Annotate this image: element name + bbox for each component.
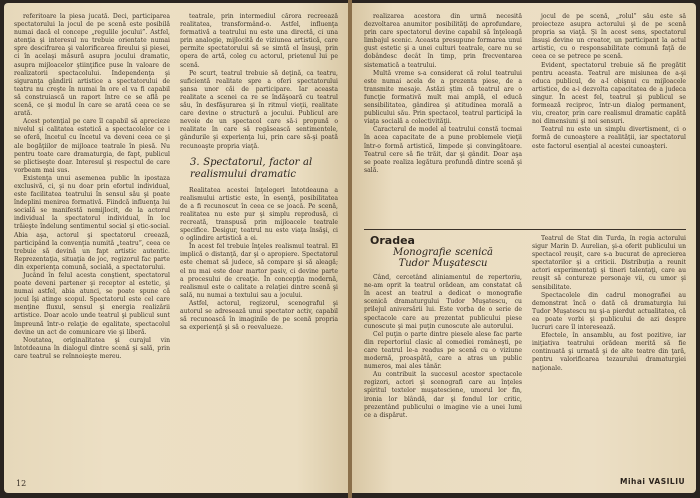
author-signature: Mihai VASILIU [620, 477, 686, 486]
paragraph: Jucând în felul acesta conştient, spectatorul poate deveni partener şi receptor al estetic, şi numai astfel, abia atunci, se poate spune că jocul îşi atinge scopul. Spectatorul este cel care menţine fluxul, sensul şi energia realizării artistice. Doar acolo unde teatrul şi publicul sunt împreună într-o relaţie de egalitate, spectacolul devine un act de comunicare vie şi liberă. [14, 272, 170, 336]
paragraph: Când, cercetând aliniamentul de repertoriu, ne-am oprit la teatrul orădean, am constatat că în acest an teatrul a dedicat o monografie scenică dramaturgului Tudor Muşatescu, cu prilejul aniversării lui. Este vorba de o serie de spectacole care au prezentat publicului piese cunoscute şi mai puţin cunoscute ale autorului. [364, 274, 522, 330]
paragraph: Cel puţin o parte dintre piesele alese fac parte din repertoriul clasic al comediei româneşti, pe care teatrul le-a readus pe scenă cu o viziune modernă, proaspătă, care a atras un public numeros, mai ales tânăr. [364, 330, 522, 371]
oradea-subtitle-line-2: Tudor Muşatescu [398, 258, 488, 270]
paragraph: Multă vreme s-a considerat că rolul teatrului este numai acela de a prezenta piese, de a transmite mesaje. Astăzi ştim că teatrul are o funcţie formativă mult mai amplă, el educă sensibilitatea, gândirea şi atitudinea morală a publicului său. Prin spectacol, teatrul participă la viaţa socială a colectivităţii. [364, 69, 522, 126]
paragraph: Au contribuit la succesul acestor spectacole regizori, actori şi scenografi care au înţeles spiritul textelor muşatesciene, umorul lor fin, ironia lor blândă, dar şi fondul lor critic, prezentând publicului o imagine vie a unei lumi ce a dispărut. [364, 371, 522, 419]
paragraph: referitoare la piesa jucată. Deci, participarea spectatorului la jocul de pe scenă este posibilă numai dacă el concepe „regulile jocului”. Astfel, atenţia şi interesul nu trebuie orientate numai spre descifrarea şi valorificarea fireului şi piesei, ci în acelaşi măsură asupra jocului dramatic, asupra mijloacelor ştiinţifice puse în valoare de realizatorii spectacolului. Independenţa şi siguranţa gândirii artistice a spectatorului de teatru nu creşte în numai în ore el va fi capabil să construiască un raport între ce se află pe scenă, ce şi modul în care se arată ceea ce se arată. [14, 13, 170, 118]
paragraph: Caracterul de model al teatrului constă tocmai în acea capacitate de a pune problemele vieţii într-o formă artistică, limpede şi convingătoare. Teatrul cere să fie trăit, dar şi gândit. Doar aşa se poate realiza legătura profundă dintre scenă şi sală. [364, 126, 522, 174]
paragraph: Spectacolele din cadrul monografiei au demonstrat încă o dată că dramaturgia lui Tudor Muşatescu nu şi-a pierdut actualitatea, că ea poate vorbi şi publicului de azi despre lucruri care îl interesează. [532, 291, 686, 332]
paragraph: Evident, spectatorul trebuie să fie pregătit pentru aceasta. Teatrul are misiunea de a-şi educa publicul, de a-l obişnui cu mijloacele artistice, de a-i dezvolta capacitatea de a judeca singur. În acest fel, teatrul şi publicul se formează reciproc, într-un dialog permanent, viu, creator, prin care realismul dramatic capătă noi dimensiuni şi noi sensuri. [532, 61, 686, 126]
paragraph: Realitatea acestei înţelegeri întotdeauna a realismului artistic este, în esenţă, posibilitatea de a fi recunoscut în ceea ce se joacă. Pe scenă, realitatea nu este pur şi simplu reprodusă, ci recreată, transpusă prin mijloacele teatrale specifice. Desigur, teatrul nu este viaţa însăşi, ci o oglindire artistică a ei. [180, 186, 338, 243]
oradea-subtitle-line-1: Monografie scenică [393, 247, 493, 259]
paragraph: Teatrul nu este un simplu divertisment, ci o formă de cunoaştere a realităţii, iar spectatorul este factorul esenţial al acestei cunoaşteri. [532, 126, 686, 150]
oradea-column-2 [532, 235, 686, 471]
paragraph: Existenţa unui asemenea public în ipostaza exclusivă, ci, şi nu doar prin efortul individual, este facilitatea teatrului în sensul său şi poate îndeplini menirea formativă. Fiindcă influenţa lui socială se manifestă nemijlocit, de la actorul individual la spectatorul individual, în loc trăieşte îndelung sentimentul social şi etic-social. Abia aşa, actorul şi spectatorul creează, participând la convenţia numită „teatru”, ceea ce trebuie să devină un fapt artistic autentic. Reprezentaţia, situaţia de joc, regizorul fac parte din experienţa comună, socială, a spectatorului. [14, 174, 170, 271]
right-page [352, 3, 696, 493]
oradea-heading: Oradea [370, 235, 415, 247]
left-page [4, 3, 348, 493]
paragraph: Efectele, în ansamblu, au fost pozitive, iar iniţiativa teatrului orădean merită să fie continuată şi urmată şi de alte teatre din ţară, pentru valorificarea tezaurului dramaturgiei naţionale. [532, 332, 686, 372]
paragraph: realizarea acestora din urmă necesită dezvoltarea anumitor posibilităţi de aprofundare, prin care spectatorul devine capabil să înţeleagă limbajul scenic. Aceasta presupune formarea unui gust estetic şi a unei culturi teatrale, care nu se dobândesc decât în timp, prin frecventarea sistematică a teatrului. [364, 13, 522, 69]
section-title [190, 157, 338, 181]
section-title-line-2: realismului dramatic [190, 168, 297, 180]
paragraph: În acest fel trebuie înţeles realismul teatral. El implică o distanţă, dar şi o apropiere. Spectatorul este chemat să judece, să compare şi să aleagă; el nu mai este doar martor pasiv, ci devine parte a procesului de creaţie. În concepţia modernă, realismul este o calitate a relaţiei dintre scenă şi sală, nu numai a textului sau a jocului. [180, 243, 338, 299]
page-number: 12 [16, 479, 27, 488]
paragraph: Teatrul de Stat din Turda, în regia actorului sigur Marin D. Aurelian, şi-a oferit publicului un spectacol reuşit, care s-a bucurat de aprecierea spectatorilor şi a criticii. Distribuţia a reunit actori experimentaţi şi tineri talentaţi, care au reuşit să contureze personaje vii, cu umor şi sensibilitate. [532, 235, 686, 291]
paragraph: Pe scurt, teatrul trebuie să deţină, ca teatru, suficientă realitate spre a oferi spectatorului şansa unor căi de participare. Iar aceasta realitate a scenei ca re se îndăşoară cu teatrul său, în desfăşurarea şi în ritmul vieţii, realitate care devine o structură a jocului. Publicul are nevoie de un spectacol care să-i propună o realitate în care să regăsească sentimentele, gândurile şi experienţa lui, prin care să-şi poată recunoaşte propria viaţă. [180, 69, 338, 150]
paragraph: Astfel, actorul, regizorul, scenograful şi autorul se adresează unui spectator activ, capabil să recunoască în imaginile de pe scenă propria sa experienţă şi să o reevalueze. [180, 299, 338, 332]
paragraph: jocul de pe scenă, „rolul” său este să proiecteze asupra actorului şi de pe scenă propria sa viaţă. Şi în acest sens, spectatorul însuşi devine un creator, un participant la actul artistic, cu o responsabilitate comună faţă de ceea ce se petrece pe scenă. [532, 13, 686, 61]
left-page-column-2 [180, 13, 338, 481]
paragraph: teatrale, prin intermediul cărora recreează realitatea, transformând-o. Astfel, influenţa formativă a teatrului nu este una directă, ci una prin analogie, mijlocită de viziunea artistică, care permite spectatorului să se simtă el însuşi, prin opera de artă, coleg cu actorul, prietenul lui pe scenă. [180, 13, 338, 69]
oradea-subtitle [364, 247, 522, 269]
paragraph: Noutatea, originalitatea şi curajul vin întotdeauna în dialogul dintre scenă şi sală, prin care teatrul se reînnoieşte mereu. [14, 336, 170, 360]
right-page-column-2 [532, 13, 686, 223]
right-page-column-1 [364, 13, 522, 223]
section-title-line-1: 3. Spectatorul, factor al [190, 156, 313, 168]
oradea-column-1 [364, 235, 522, 485]
section-divider [364, 229, 686, 230]
left-page-column-1 [14, 13, 170, 481]
paragraph: Acest potenţial pe care îl capabil să aprecieze nivelul şi calitatea estetică a spectacolelor ce i se oferă, încetul cu încetul va deveni ceea ce şi ale bogăţiilor de mijloace teatrale în piesă. Nu pentru toate care dramaturgia, de fapt, publicul se plictiseşte doar. Interesul şi respectul de care vorbeam mai sus. [14, 118, 170, 174]
